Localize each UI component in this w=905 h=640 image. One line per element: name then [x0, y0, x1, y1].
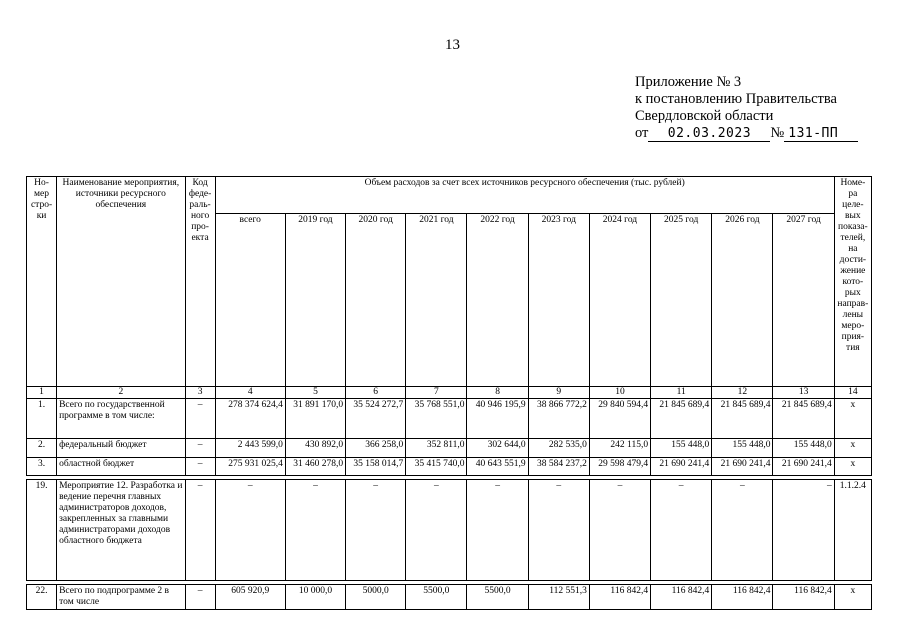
value-2027: 116 842,4: [773, 585, 834, 610]
column-index: 1: [27, 387, 57, 399]
appendix-block: [635, 74, 858, 142]
value-2024: 29 598 479,4: [589, 458, 650, 476]
row-number: 2.: [27, 439, 57, 458]
row-name: Всего по подпрограмме 2 в том числе: [57, 585, 185, 610]
value-2026: 116 842,4: [712, 585, 773, 610]
value-total: 2 443 599,0: [215, 439, 285, 458]
row-indicator: х: [834, 399, 871, 439]
header-total: всего: [215, 214, 285, 387]
header-2022: 2022 год: [467, 214, 528, 387]
value-2020: 35 158 014,7: [346, 458, 406, 476]
header-code: Код феде-раль-ного про-екта: [185, 177, 215, 387]
expenses-table: [26, 176, 872, 610]
row-name: Мероприятие 12. Разработка и ведение перечня главных администраторов доходов, закрепленных за главными администраторами доходов областного бюджета: [57, 480, 185, 581]
resolution-date: 02.03.2023: [648, 127, 770, 142]
resolution-number: 131-ПП: [784, 127, 858, 142]
header-indicators: Номе-ра целе-вых показа-телей, на дости-жение кото-рых направ-лены меро-прия-тия: [834, 177, 871, 387]
column-index: 8: [467, 387, 528, 399]
header-2025: 2025 год: [651, 214, 712, 387]
value-2021: –: [406, 480, 467, 581]
value-2021: 35 415 740,0: [406, 458, 467, 476]
row-indicator: х: [834, 585, 871, 610]
header-2023: 2023 год: [528, 214, 589, 387]
column-index: 13: [773, 387, 834, 399]
value-2024: 242 115,0: [589, 439, 650, 458]
value-2023: 38 866 772,2: [528, 399, 589, 439]
table-row: [27, 480, 872, 581]
row-code: –: [185, 439, 215, 458]
row-number: 3.: [27, 458, 57, 476]
value-2027: 155 448,0: [773, 439, 834, 458]
table-row: [27, 458, 872, 476]
from-label: от: [635, 125, 649, 141]
appendix-title: Приложение № 3: [635, 74, 742, 90]
value-2020: –: [346, 480, 406, 581]
table-row: [27, 399, 872, 439]
column-index: 14: [834, 387, 871, 399]
header-row: [27, 177, 872, 214]
value-2025: 21 845 689,4: [651, 399, 712, 439]
value-2022: 40 946 195,9: [467, 399, 528, 439]
value-2020: 5000,0: [346, 585, 406, 610]
value-2022: 40 643 551,9: [467, 458, 528, 476]
header-row-number: Но-мер стро-ки: [27, 177, 57, 387]
column-index: 3: [185, 387, 215, 399]
row-indicator: 1.1.2.4: [834, 480, 871, 581]
header-2026: 2026 год: [712, 214, 773, 387]
value-2024: 29 840 594,4: [589, 399, 650, 439]
header-name: Наименование мероприятия, источники ресурсного обеспечения: [57, 177, 185, 387]
value-2024: –: [589, 480, 650, 581]
row-code: –: [185, 458, 215, 476]
row-name: областной бюджет: [57, 458, 185, 476]
column-index: 4: [215, 387, 285, 399]
row-number: 22.: [27, 585, 57, 610]
header-2021: 2021 год: [406, 214, 467, 387]
value-2027: 21 845 689,4: [773, 399, 834, 439]
table-row: [27, 585, 872, 610]
column-index: 9: [528, 387, 589, 399]
row-name: федеральный бюджет: [57, 439, 185, 458]
value-2019: 31 460 278,0: [285, 458, 345, 476]
header-volume: Объем расходов за счет всех источников ресурсного обеспечения (тыс. рублей): [215, 177, 834, 214]
column-index: 10: [589, 387, 650, 399]
number-label: №: [770, 125, 785, 141]
row-number: 1.: [27, 399, 57, 439]
value-2023: –: [528, 480, 589, 581]
row-indicator: х: [834, 458, 871, 476]
value-2023: 282 535,0: [528, 439, 589, 458]
value-2019: –: [285, 480, 345, 581]
value-2020: 35 524 272,7: [346, 399, 406, 439]
appendix-region: Свердловской области: [635, 108, 774, 124]
row-indicator: х: [834, 439, 871, 458]
value-2019: 31 891 170,0: [285, 399, 345, 439]
value-2025: –: [651, 480, 712, 581]
column-index: 6: [346, 387, 406, 399]
row-code: –: [185, 399, 215, 439]
value-2019: 10 000,0: [285, 585, 345, 610]
table-row: [27, 439, 872, 458]
value-2026: 155 448,0: [712, 439, 773, 458]
header-2024: 2024 год: [589, 214, 650, 387]
value-total: 275 931 025,4: [215, 458, 285, 476]
value-total: 278 374 624,4: [215, 399, 285, 439]
column-index: 7: [406, 387, 467, 399]
column-index: 5: [285, 387, 345, 399]
value-2023: 112 551,3: [528, 585, 589, 610]
value-2025: 21 690 241,4: [651, 458, 712, 476]
row-name: Всего по государственной программе в том числе:: [57, 399, 185, 439]
value-2023: 38 584 237,2: [528, 458, 589, 476]
value-2021: 352 811,0: [406, 439, 467, 458]
row-number: 19.: [27, 480, 57, 581]
value-total: –: [215, 480, 285, 581]
row-code: –: [185, 480, 215, 581]
column-index-row: [27, 387, 872, 399]
value-total: 605 920,9: [215, 585, 285, 610]
value-2022: 302 644,0: [467, 439, 528, 458]
value-2022: 5500,0: [467, 585, 528, 610]
header-2027: 2027 год: [773, 214, 834, 387]
row-code: –: [185, 585, 215, 610]
header-2019: 2019 год: [285, 214, 345, 387]
page-number: 13: [445, 37, 460, 53]
value-2026: 21 845 689,4: [712, 399, 773, 439]
value-2026: 21 690 241,4: [712, 458, 773, 476]
value-2025: 155 448,0: [651, 439, 712, 458]
column-index: 11: [651, 387, 712, 399]
header-2020: 2020 год: [346, 214, 406, 387]
appendix-date-line: [635, 125, 858, 142]
value-2026: –: [712, 480, 773, 581]
column-index: 2: [57, 387, 185, 399]
value-2021: 35 768 551,0: [406, 399, 467, 439]
value-2027: 21 690 241,4: [773, 458, 834, 476]
value-2027: –: [773, 480, 834, 581]
value-2019: 430 892,0: [285, 439, 345, 458]
value-2021: 5500,0: [406, 585, 467, 610]
value-2024: 116 842,4: [589, 585, 650, 610]
column-index: 12: [712, 387, 773, 399]
appendix-resolution: к постановлению Правительства: [635, 91, 837, 107]
value-2022: –: [467, 480, 528, 581]
value-2025: 116 842,4: [651, 585, 712, 610]
value-2020: 366 258,0: [346, 439, 406, 458]
